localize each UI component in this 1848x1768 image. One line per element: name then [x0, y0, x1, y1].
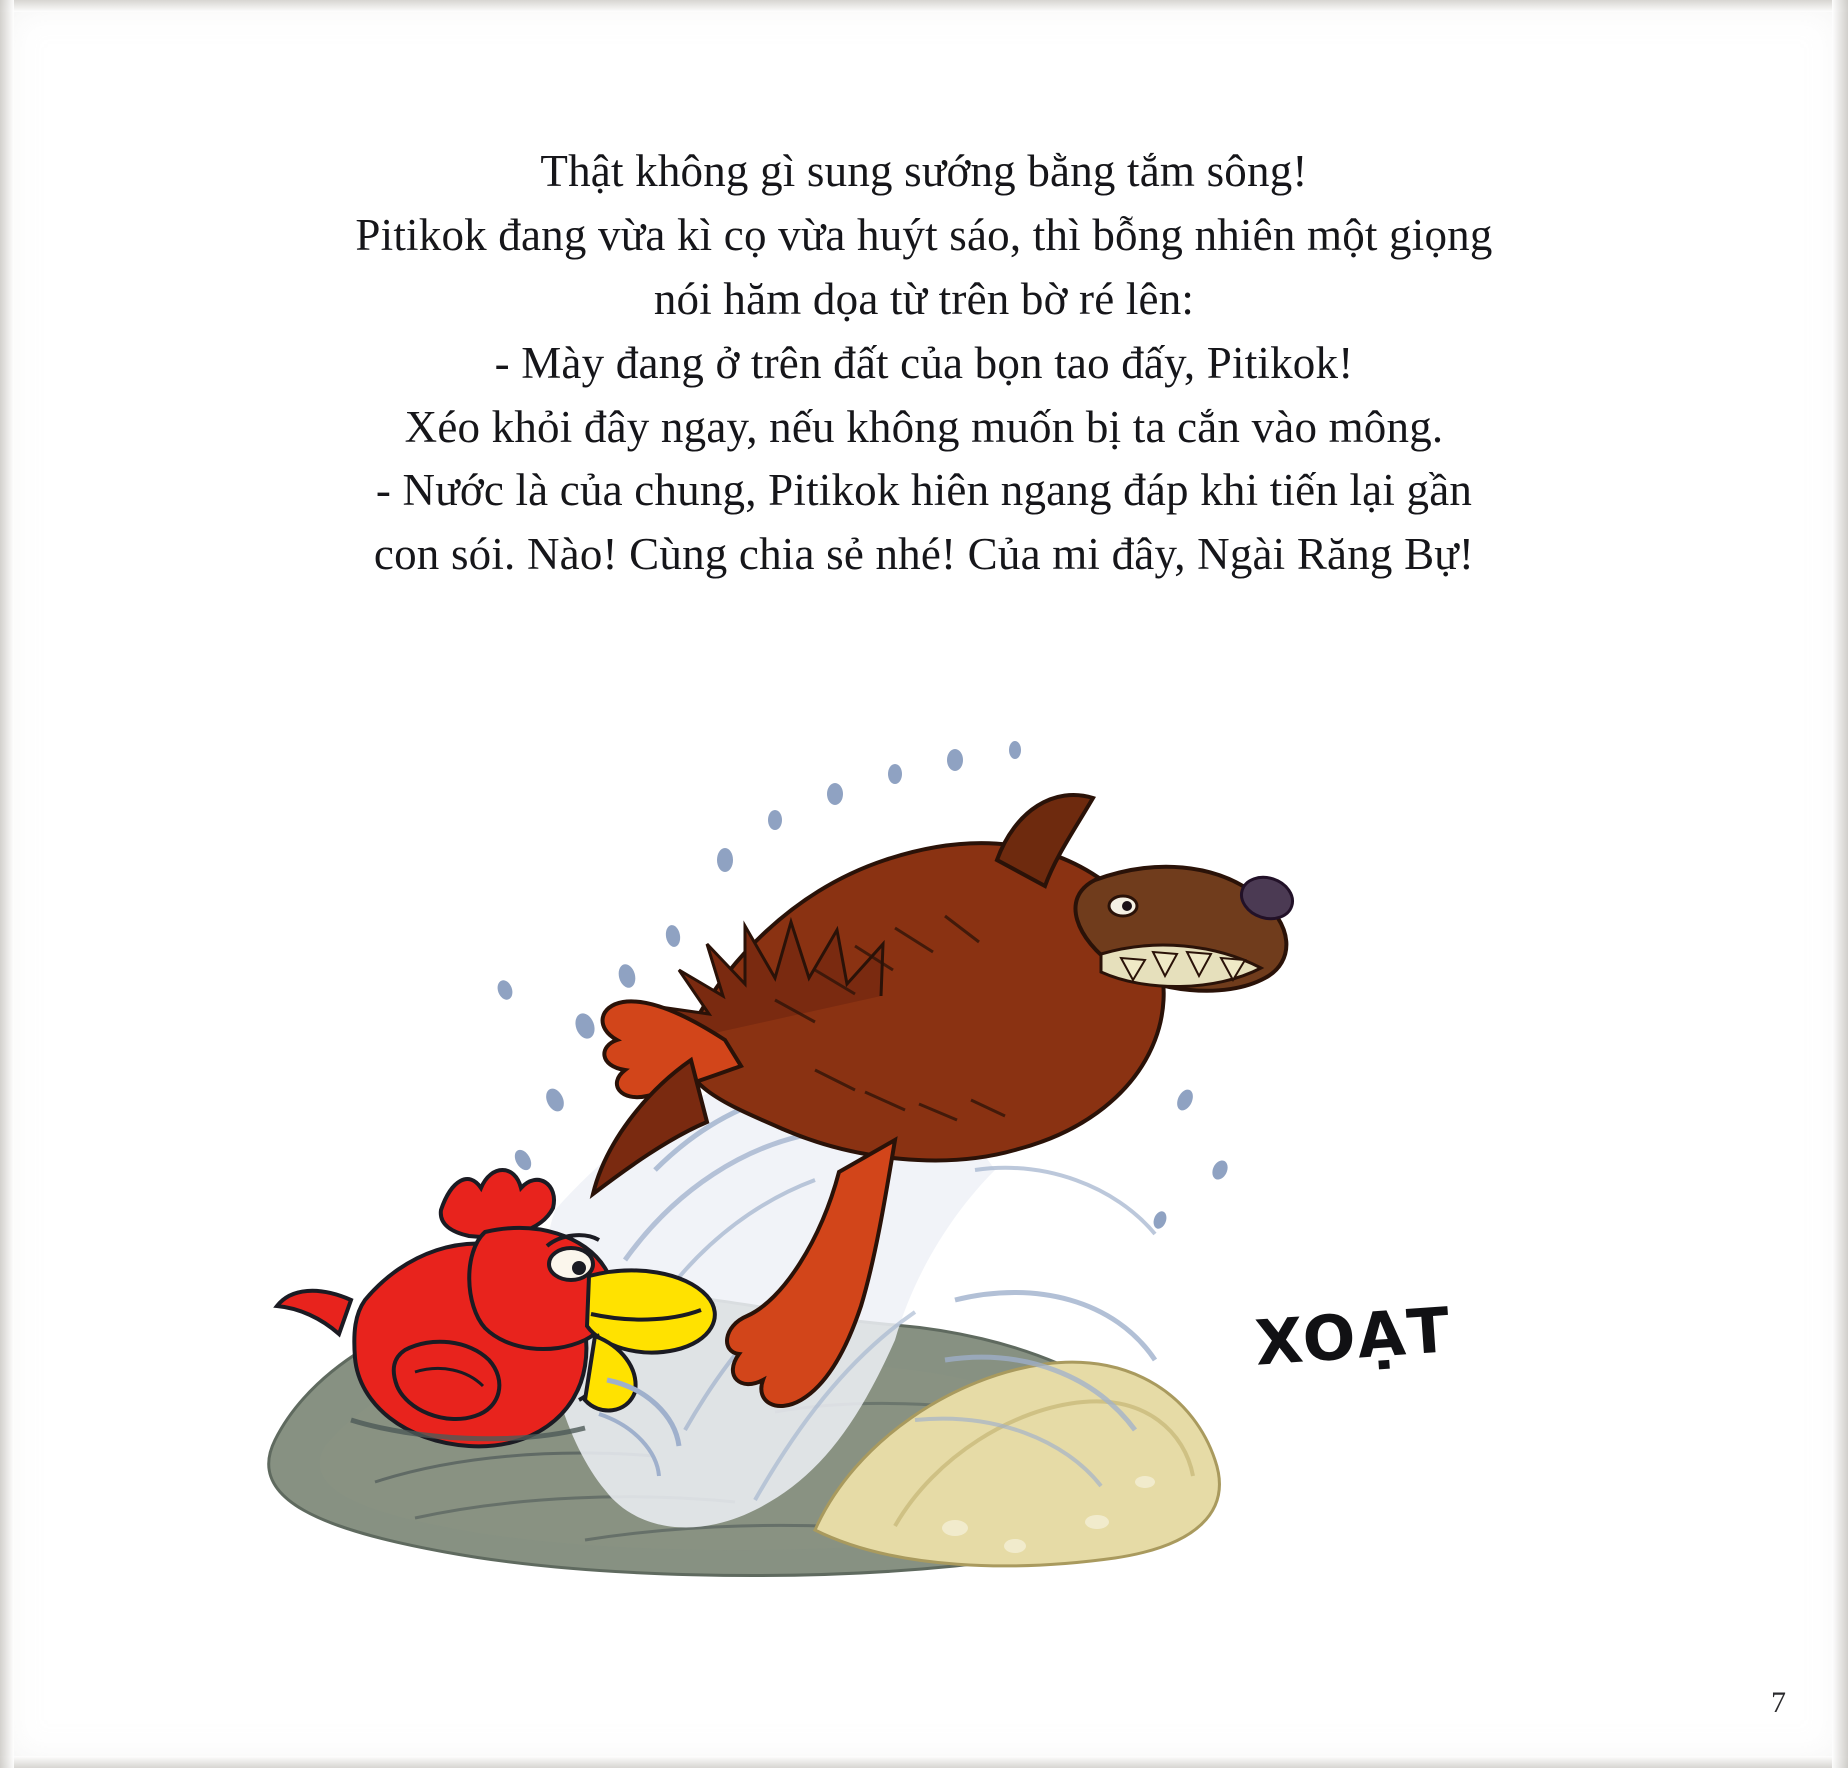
story-line: Xéo khỏi đây ngay, nếu không muốn bị ta cắn vào mông. — [404, 401, 1444, 452]
story-line: - Mày đang ở trên đất của bọn tao đấy, Pitikok! — [494, 337, 1354, 388]
story-line: con sói. Nào! Cùng chia sẻ nhé! Của mi đây, Ngài Răng Bự! — [373, 529, 1475, 580]
page-edge-right — [1832, 0, 1848, 1768]
story-text-block — [150, 140, 1698, 587]
story-line: nói hăm dọa từ trên bờ ré lên: — [653, 273, 1195, 324]
page-edge-left — [0, 0, 14, 1768]
page-number: 7 — [1771, 1686, 1786, 1719]
page-edge-bottom — [0, 1756, 1848, 1768]
sound-effect-text: XOẠT — [1252, 1293, 1454, 1380]
illustration — [255, 740, 1495, 1600]
page-edge-top — [0, 0, 1848, 12]
story-line: - Nước là của chung, Pitikok hiên ngang đáp khi tiến lại gần — [375, 465, 1473, 516]
story-line: Thật không gì sung sướng bằng tắm sông! — [540, 146, 1308, 196]
story-line: Pitikok đang vừa kì cọ vừa huýt sáo, thì bỗng nhiên một giọng — [355, 209, 1493, 260]
